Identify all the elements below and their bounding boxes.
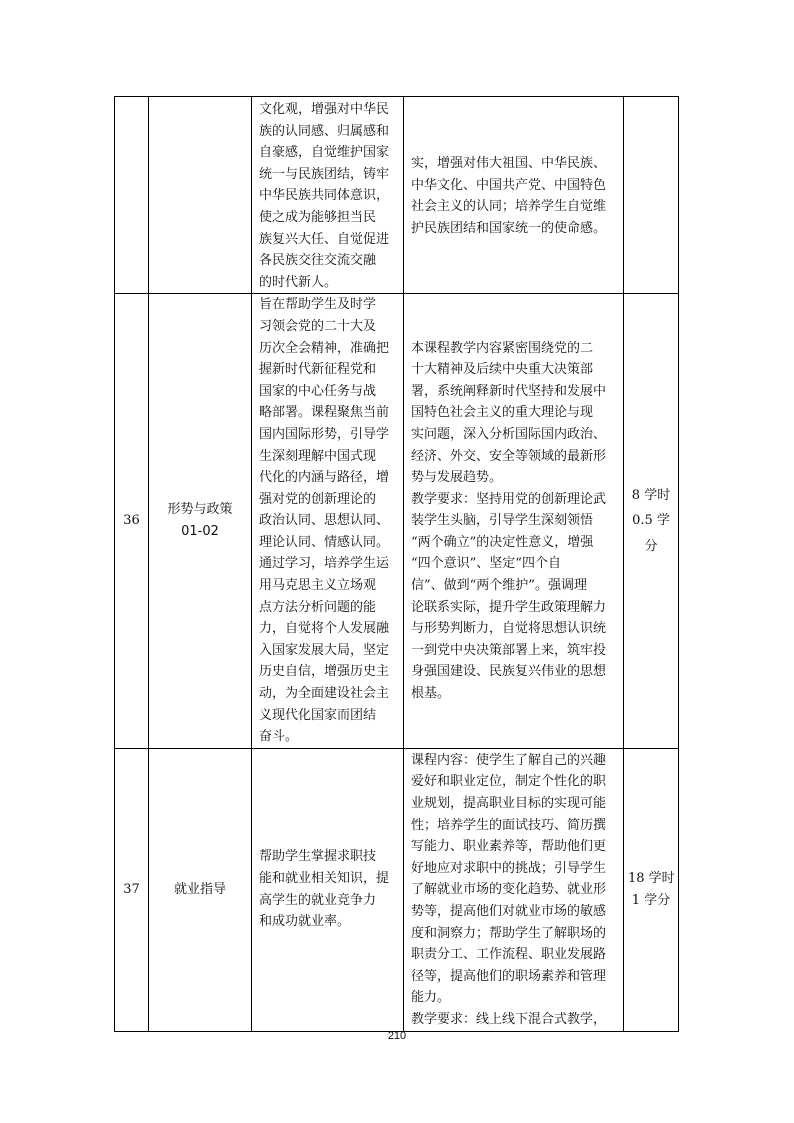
content-line: 论联系实际，提升学生政策理解力 xyxy=(411,599,607,615)
course-name-cell xyxy=(149,294,252,748)
content-line: 势等，提高他们对就业市场的敏感 xyxy=(411,903,607,919)
course-number-cell xyxy=(115,97,149,294)
goal-line: 政治认同、思想认同、 xyxy=(259,513,390,529)
goal-line: 点方法分析问题的能 xyxy=(259,599,377,615)
content-line: 护民族团结和国家统一的使命感。 xyxy=(411,220,607,236)
goal-line: 入国家发展大局，坚定 xyxy=(259,642,390,658)
course-content-cell xyxy=(404,294,624,748)
goal-line: 旨在帮助学生及时学 xyxy=(259,297,377,313)
goal-line: 奋斗。 xyxy=(259,729,299,745)
content-line: 实问题，深入分析国际国内政治、 xyxy=(411,426,607,442)
content-line: 课程内容：使学生了解自己的兴趣 xyxy=(411,752,607,768)
content-line: 十大精神及后续中央重大决策部 xyxy=(411,362,594,378)
course-name-cell xyxy=(149,97,252,294)
goal-line: 理论认同、情感认同。 xyxy=(259,534,390,550)
content-line: 身强国建设、民族复兴伟业的思想 xyxy=(411,664,607,680)
course-name-line: 形势与政策 xyxy=(167,502,233,518)
content-line: 能力。 xyxy=(411,990,451,1006)
hours-line: 18 学时 xyxy=(628,871,675,887)
goal-line: 历次全会精神，准确把 xyxy=(259,340,390,356)
content-line: 与形势判断力，自觉将思想认识统 xyxy=(411,621,607,637)
page-number: 210 xyxy=(387,1030,407,1042)
content-line: 社会主义的认同；培养学生自觉维 xyxy=(411,199,607,215)
course-content-cell xyxy=(404,748,624,1031)
course-name-line: 01-02 xyxy=(181,524,219,540)
goal-line: 强对党的创新理论的 xyxy=(259,491,377,507)
goal-line: 力，自觉将个人发展融 xyxy=(259,621,390,637)
content-line: 性；培养学生的面试技巧、简历撰 xyxy=(411,817,607,833)
content-line: 度和洞察力；帮助学生了解职场的 xyxy=(411,925,607,941)
hours-line: 8 学时 xyxy=(631,487,671,503)
course-number-cell: 37 xyxy=(115,748,149,1031)
goal-line: 和成功就业率。 xyxy=(259,914,351,930)
content-line: 好地应对求职中的挑战；引导学生 xyxy=(411,860,607,876)
content-line: 径等，提高他们的职场素养和管理 xyxy=(411,968,607,984)
content-line: 实，增强对伟大祖国、中华民族、 xyxy=(411,155,607,171)
goal-line: 自豪感，自觉维护国家 xyxy=(259,145,390,161)
content-line: 职责分工、工作流程、职业发展路 xyxy=(411,947,607,963)
content-line: 本课程教学内容紧密围绕党的二 xyxy=(411,340,594,356)
goal-line: 用马克思主义立场观 xyxy=(259,578,377,594)
course-table-body xyxy=(115,97,679,1032)
course-table xyxy=(114,96,679,1032)
content-line: 爱好和职业定位，制定个性化的职 xyxy=(411,774,607,790)
table-row xyxy=(115,294,679,748)
course-goal-cell xyxy=(252,748,404,1031)
content-line: 教学要求：坚持用党的创新理论武 xyxy=(411,491,607,507)
goal-line: 代化的内涵与路径，增 xyxy=(259,470,390,486)
course-content-cell xyxy=(404,97,624,294)
content-line: “四个意识”、坚定“四个自 xyxy=(411,556,561,572)
course-hours-cell xyxy=(624,294,679,748)
goal-line: 国内国际形势，引导学 xyxy=(259,426,390,442)
content-line: 中华文化、中国共产党、中国特色 xyxy=(411,177,607,193)
goal-line: 高学生的就业竞争力 xyxy=(259,892,377,908)
goal-line: 文化观，增强对中华民 xyxy=(259,102,390,117)
goal-line: 能和就业相关知识，提 xyxy=(259,871,390,887)
goal-line: 使之成为能够担当民 xyxy=(259,209,377,225)
content-line: “两个确立”的决定性意义，增强 xyxy=(411,534,594,550)
content-line: 了解就业市场的变化趋势、就业形 xyxy=(411,882,607,898)
goal-line: 中华民族共同体意识， xyxy=(259,188,390,204)
goal-line: 族的认同感、归属感和 xyxy=(259,123,390,139)
content-line: 信”、做到“两个维护”。强调理 xyxy=(411,578,587,594)
hours-line: 0.5 学 xyxy=(632,513,670,529)
content-line: 业规划，提高职业目标的实现可能 xyxy=(411,796,607,811)
goal-line: 帮助学生掌握求职技 xyxy=(259,849,377,865)
goal-line: 统一与民族团结，铸牢 xyxy=(259,166,390,182)
content-line: 署，系统阐释新时代坚持和发展中 xyxy=(411,383,607,399)
course-number-cell: 36 xyxy=(115,294,149,748)
course-hours-cell xyxy=(624,97,679,294)
hours-line: 1 学分 xyxy=(631,892,671,908)
goal-line: 握新时代新征程党和 xyxy=(259,362,377,378)
goal-line: 的时代新人。 xyxy=(259,274,338,290)
goal-line: 国家的中心任务与战 xyxy=(259,383,377,399)
goal-line: 略部署。课程聚焦当前 xyxy=(259,405,390,421)
hours-line: 分 xyxy=(644,538,658,554)
goal-line: 通过学习，培养学生运 xyxy=(259,556,390,572)
content-line: 教学要求：线上线下混合式教学， xyxy=(411,1011,607,1027)
goal-line: 习领会党的二十大及 xyxy=(259,318,377,334)
content-line: 国特色社会主义的重大理论与现 xyxy=(411,405,594,421)
course-name-line: 就业指导 xyxy=(173,881,226,897)
content-line: 写能力、职业素养等，帮助他们更 xyxy=(411,839,607,855)
course-name-cell xyxy=(149,748,252,1031)
goal-line: 动，为全面建设社会主 xyxy=(259,686,390,702)
course-goal-cell xyxy=(252,294,404,748)
table-row xyxy=(115,97,679,294)
content-line: 装学生头脑，引导学生深刻领悟 xyxy=(411,513,594,529)
table-row xyxy=(115,748,679,1031)
content-line: 一到党中央决策部署上来，筑牢投 xyxy=(411,642,607,658)
course-goal-cell xyxy=(252,97,404,294)
goal-line: 义现代化国家而团结 xyxy=(259,707,377,723)
content-line: 经济、外交、安全等领域的最新形 xyxy=(411,448,607,464)
course-hours-cell xyxy=(624,748,679,1031)
content-line: 根基。 xyxy=(411,686,451,702)
content-line: 势与发展趋势。 xyxy=(411,470,503,486)
goal-line: 族复兴大任、自觉促进 xyxy=(259,231,390,247)
goal-line: 历史自信，增强历史主 xyxy=(259,664,390,680)
goal-line: 生深刻理解中国式现 xyxy=(259,448,377,464)
goal-line: 各民族交往交流交融 xyxy=(259,253,377,269)
